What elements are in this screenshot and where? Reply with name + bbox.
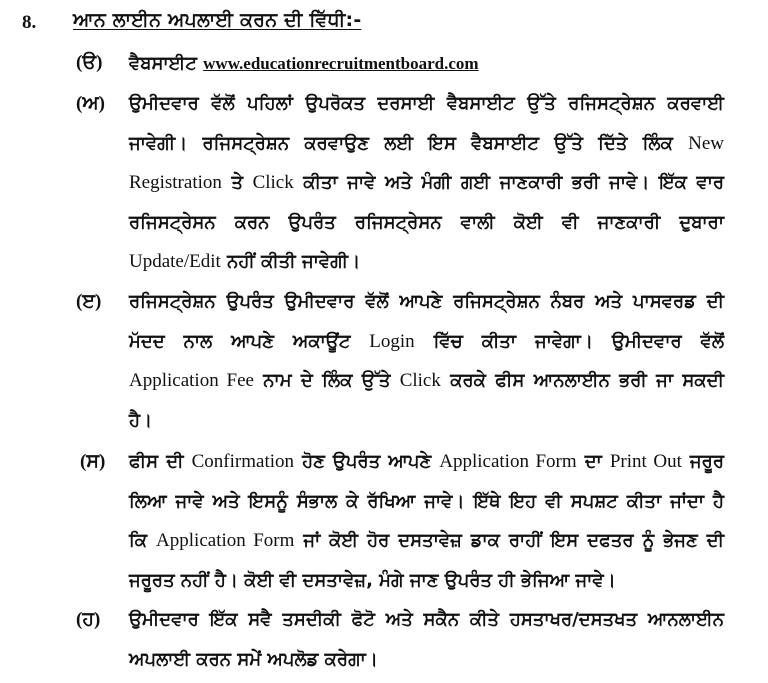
- text-line: ਮੱਦਦ ਨਾਲ ਆਪਣੇ ਅਕਾਊਂਟ Login ਵਿੱਚ ਕੀਤਾ ਜਾਵੇਗਾ। ਉਮੀਦਵਾਰ ਵੱਲੋਂ: [129, 330, 724, 352]
- item-marker: (ੲ): [76, 291, 102, 312]
- item-marker: (ਅ): [76, 93, 105, 114]
- text-line: ਰਜਿਸਟ੍ਰੇਸ਼ਨ ਉਪਰੰਤ ਉਮੀਦਵਾਰ ਵੱਲੋਂ ਆਪਣੇ ਰਜਿਸਟ੍ਰੇਸ਼ਨ ਨੰਬਰ ਅਤੇ ਪਾਸਵਰਡ ਦੀ: [129, 291, 724, 312]
- item-marker: (ੳ): [76, 52, 103, 73]
- paragraph-login: [129, 282, 724, 440]
- paragraph-confirmation: [129, 442, 724, 600]
- text-line: ਲਿਆ ਜਾਵੇ ਅਤੇ ਇਸਨੂੰ ਸੰਭਾਲ ਕੇ ਰੱਖਿਆ ਜਾਵੇ। ਇੱਥੇ ਇਹ ਵੀ ਸਪਸ਼ਟ ਕੀਤਾ ਜਾਂਦਾ ਹੈ: [129, 490, 724, 512]
- text-line: Registration ਤੇ Click ਕੀਤਾ ਜਾਵੇ ਅਤੇ ਮੰਗੀ ਗਈ ਜਾਣਕਾਰੀ ਭਰੀ ਜਾਵੇ। ਇੱਕ ਵਾਰ: [129, 172, 725, 193]
- text-line: ਹੈ।: [129, 409, 153, 431]
- text-line: ਉਮੀਦਵਾਰ ਇੱਕ ਸਵੈ ਤਸਦੀਕੀ ਫੋਟੋ ਅਤੇ ਸਕੈਨ ਕੀਤੇ ਹਸਤਾਖਰ/ਦਸਤਖਤ ਆਨਲਾਈਨ: [129, 609, 724, 630]
- text-line: ਜਾਵੇਗੀ। ਰਜਿਸਟ੍ਰੇਸ਼ਨ ਕਰਵਾਉਣ ਲਈ ਇਸ ਵੈਬਸਾਈਟ ਉੱਤੇ ਦਿੱਤੇ ਲਿੰਕ New: [129, 132, 724, 154]
- website-line: [129, 44, 724, 84]
- text-line: ਕਿ Application Form ਜਾਂ ਕੋਈ ਹੋਰ ਦਸਤਾਵੇਜ਼ ਡਾਕ ਰਾਹੀਂ ਇਸ ਦਫਤਰ ਨੂੰ ਭੇਜਣ ਦੀ: [129, 530, 724, 551]
- text-line: Application Fee ਨਾਮ ਦੇ ਲਿੰਕ ਉੱਤੇ Click ਕਰਕੇ ਫੀਸ ਆਨਲਾਈਨ ਭਰੀ ਜਾ ਸਕਦੀ: [129, 370, 724, 391]
- section-heading: ਆਨ ਲਾਈਨ ਅਪਲਾਈ ਕਰਨ ਦੀ ਵਿੱਧੀ:-: [73, 9, 362, 31]
- website-label: ਵੈਬਸਾਈਟ: [129, 53, 204, 74]
- section-number: 8.: [22, 12, 37, 33]
- item-marker: (ਹ): [76, 609, 101, 630]
- paragraph-photo-upload: [129, 600, 724, 679]
- text-line: ਉਮੀਦਵਾਰ ਵੱਲੋਂ ਪਹਿਲਾਂ ਉਪਰੋਕਤ ਦਰਸਾਈ ਵੈਬਸਾਈਟ ਉੱਤੇ ਰਜਿਸਟ੍ਰੇਸ਼ਨ ਕਰਵਾਈ: [129, 93, 724, 114]
- text-line: ਜਰੂਰਤ ਨਹੀਂ ਹੈ। ਕੋਈ ਵੀ ਦਸਤਾਵੇਜ਼, ਮੰਗੇ ਜਾਣ ਉਪਰੰਤ ਹੀ ਭੇਜਿਆ ਜਾਵੇ।: [129, 569, 616, 591]
- text-line: Update/Edit ਨਹੀਂ ਕੀਤੀ ਜਾਵੇਗੀ।: [129, 251, 361, 272]
- paragraph-registration: [129, 84, 724, 282]
- text-line: ਰਜਿਸਟ੍ਰੇਸਨ ਕਰਨ ਉਪਰੰਤ ਰਜਿਸਟ੍ਰੇਸਨ ਵਾਲੀ ਕੋਈ ਵੀ ਜਾਣਕਾਰੀ ਦੁਬਾਰਾ: [129, 211, 724, 233]
- website-link[interactable]: www.educationrecruitmentboard.com: [203, 54, 479, 73]
- item-marker: (ਸ): [80, 451, 106, 472]
- text-line: ਫੀਸ ਦੀ Confirmation ਹੋਣ ਉਪਰੰਤ ਆਪਣੇ Application Form ਦਾ Print Out ਜਰੂਰ: [129, 451, 724, 472]
- text-line: ਅਪਲਾਈ ਕਰਨ ਸਮੇਂ ਅਪਲੋਡ ਕਰੇਗਾ।: [129, 648, 378, 670]
